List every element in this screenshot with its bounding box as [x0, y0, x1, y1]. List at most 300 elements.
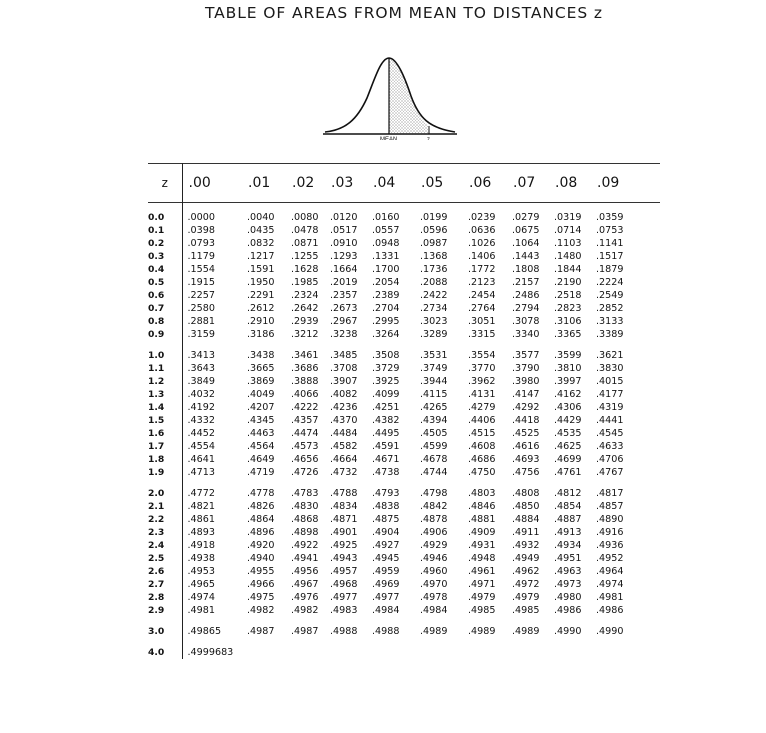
area-value-cell: .4925	[330, 540, 358, 551]
area-value-cell: .4656	[291, 454, 319, 465]
area-value-cell: .4177	[596, 389, 624, 400]
area-value-cell	[242, 646, 286, 659]
table-row	[148, 604, 660, 617]
area-value-cell: .4977	[330, 592, 358, 603]
area-value-cell: .4319	[596, 402, 624, 413]
area-value-cell: .4965	[182, 578, 242, 591]
table-row	[148, 328, 660, 341]
area-value-cell: .2486	[512, 290, 540, 301]
area-value-cell: .2257	[182, 289, 242, 302]
area-value-cell: .4941	[291, 553, 319, 564]
normal-curve-figure	[305, 40, 465, 140]
table-row	[148, 276, 660, 289]
header-row	[148, 164, 660, 203]
area-value-cell: .3980	[512, 376, 540, 387]
area-value-cell	[463, 646, 507, 659]
column-header: .09	[597, 175, 620, 191]
area-value-cell: .4955	[247, 566, 275, 577]
area-value-cell: .4808	[512, 488, 540, 499]
area-value-cell: .4429	[554, 415, 582, 426]
area-value-cell: .3212	[291, 329, 319, 340]
area-value-cell: .4535	[554, 428, 582, 439]
area-value-cell: .4982	[291, 605, 319, 616]
area-value-cell: .3962	[468, 376, 496, 387]
area-value-cell: .4896	[247, 527, 275, 538]
area-value-cell: .1628	[291, 264, 319, 275]
area-value-cell: .4964	[596, 566, 624, 577]
table-row	[148, 453, 660, 466]
table-row	[148, 224, 660, 237]
area-value-cell: .2518	[554, 290, 582, 301]
area-value-cell	[591, 646, 660, 659]
area-value-cell: .2823	[554, 303, 582, 314]
z-value-cell: 1.3	[148, 389, 165, 400]
area-value-cell: .3869	[247, 376, 275, 387]
table-row	[148, 565, 660, 578]
area-value-cell: .4830	[291, 501, 319, 512]
area-value-cell: .4706	[596, 454, 624, 465]
area-value-cell: .4927	[372, 540, 400, 551]
area-value-cell: .2967	[330, 316, 358, 327]
area-value-cell: .4988	[372, 626, 400, 637]
area-value-cell: .0753	[596, 225, 624, 236]
area-value-cell: .4826	[247, 501, 275, 512]
area-value-cell: .4909	[468, 527, 496, 538]
area-value-cell: .3078	[512, 316, 540, 327]
area-value-cell: .1103	[554, 238, 582, 249]
area-value-cell: .2291	[247, 290, 275, 301]
column-header: .01	[248, 175, 271, 191]
z-value-cell: 0.3	[148, 251, 165, 262]
area-value-cell: .4946	[420, 553, 448, 564]
area-value-cell: .4582	[330, 441, 358, 452]
area-value-cell: .4738	[372, 467, 400, 478]
area-value-cell: .0435	[247, 225, 275, 236]
area-value-cell: .4750	[468, 467, 496, 478]
area-value-cell: .4901	[330, 527, 358, 538]
area-value-cell: .2881	[182, 315, 242, 328]
area-value-cell: .4834	[330, 501, 358, 512]
area-value-cell: .3461	[291, 350, 319, 361]
area-value-cell: .4545	[596, 428, 624, 439]
area-value-cell: .2580	[182, 302, 242, 315]
area-value-cell: .4591	[372, 441, 400, 452]
area-value-cell: .4838	[372, 501, 400, 512]
area-value-cell: .4861	[182, 513, 242, 526]
table-row	[148, 302, 660, 315]
area-value-cell: .1179	[182, 250, 242, 263]
area-value-cell: .0199	[420, 212, 448, 223]
table-row	[148, 440, 660, 453]
area-value-cell: .3599	[554, 350, 582, 361]
area-value-cell: .3508	[372, 350, 400, 361]
table-row	[148, 250, 660, 263]
area-value-cell: .4986	[596, 605, 624, 616]
area-value-cell: .4846	[468, 501, 496, 512]
area-value-cell: .3729	[372, 363, 400, 374]
table-row	[148, 401, 660, 414]
area-value-cell: .3365	[554, 329, 582, 340]
area-value-cell: .4821	[182, 500, 242, 513]
area-value-cell: .4686	[468, 454, 496, 465]
area-value-cell: .4911	[512, 527, 540, 538]
area-value-cell: .1141	[596, 238, 624, 249]
area-value-cell: .4961	[468, 566, 496, 577]
area-value-cell: .1255	[291, 251, 319, 262]
area-value-cell: .3708	[330, 363, 358, 374]
area-value-cell: .4265	[420, 402, 448, 413]
area-value-cell: .4236	[330, 402, 358, 413]
area-value-cell: .0000	[182, 203, 242, 225]
area-value-cell: .1331	[372, 251, 400, 262]
area-value-cell: .1664	[330, 264, 358, 275]
area-value-cell: .3790	[512, 363, 540, 374]
area-value-cell: .4767	[596, 467, 624, 478]
table-row	[148, 237, 660, 250]
z-value-cell: 1.9	[148, 467, 165, 478]
area-value-cell: .4979	[512, 592, 540, 603]
area-value-cell: .3023	[420, 316, 448, 327]
area-value-cell: .0517	[330, 225, 358, 236]
area-value-cell: .4699	[554, 454, 582, 465]
area-value-cell: .2910	[247, 316, 275, 327]
area-value-cell: .4798	[420, 488, 448, 499]
area-value-cell: .4972	[512, 579, 540, 590]
area-value-cell: .4957	[330, 566, 358, 577]
area-value-cell: .4292	[512, 402, 540, 413]
z-value-cell: 0.2	[148, 238, 165, 249]
area-value-cell: .1700	[372, 264, 400, 275]
area-value-cell: .4952	[596, 553, 624, 564]
z-value-cell: 2.2	[148, 514, 165, 525]
area-value-cell: .4962	[512, 566, 540, 577]
area-value-cell: .4099	[372, 389, 400, 400]
z-value-cell: 1.6	[148, 428, 165, 439]
area-value-cell: .4974	[596, 579, 624, 590]
area-value-cell: .2939	[291, 316, 319, 327]
area-value-cell: .4966	[247, 579, 275, 590]
area-value-cell: .0160	[372, 212, 400, 223]
area-value-cell: .3106	[554, 316, 582, 327]
z-value-cell: 0.8	[148, 316, 165, 327]
area-value-cell: .4463	[247, 428, 275, 439]
area-value-cell: .3186	[247, 329, 275, 340]
area-value-cell: .4251	[372, 402, 400, 413]
area-value-cell: .4625	[554, 441, 582, 452]
area-value-cell: .3051	[468, 316, 496, 327]
area-value-cell: .4370	[330, 415, 358, 426]
area-value-cell: .3485	[330, 350, 358, 361]
area-value-cell: .4222	[291, 402, 319, 413]
area-value-cell: .1443	[512, 251, 540, 262]
area-value-cell: .0040	[247, 212, 275, 223]
area-value-cell: .3925	[372, 376, 400, 387]
area-value-cell: .4881	[468, 514, 496, 525]
table-row	[148, 513, 660, 526]
area-value-cell: .4082	[330, 389, 358, 400]
area-value-cell: .0080	[291, 212, 319, 223]
area-value-cell: .3810	[554, 363, 582, 374]
z-value-cell: 2.9	[148, 605, 165, 616]
area-value-cell: .4983	[330, 605, 358, 616]
shaded-area	[389, 58, 429, 134]
area-value-cell: .4525	[512, 428, 540, 439]
area-value-cell: .4850	[512, 501, 540, 512]
area-value-cell: .4495	[372, 428, 400, 439]
area-value-cell: .4803	[468, 488, 496, 499]
area-value-cell: .4951	[554, 553, 582, 564]
z-table-container	[148, 163, 660, 659]
area-value-cell: .4452	[182, 427, 242, 440]
area-value-cell: .0871	[291, 238, 319, 249]
area-value-cell: .4713	[182, 466, 242, 479]
z-value-cell: 0.5	[148, 277, 165, 288]
area-value-cell: .4649	[247, 454, 275, 465]
area-value-cell: .2324	[291, 290, 319, 301]
area-value-cell: .4131	[468, 389, 496, 400]
z-label: z	[427, 137, 430, 140]
area-value-cell: .4989	[512, 626, 540, 637]
area-value-cell: .4987	[291, 626, 319, 637]
z-value-cell: 1.0	[148, 350, 165, 361]
area-value-cell: .0398	[182, 224, 242, 237]
area-value-cell: .4761	[554, 467, 582, 478]
area-value-cell: .1517	[596, 251, 624, 262]
area-value-cell: .2642	[291, 303, 319, 314]
area-value-cell: .4929	[420, 540, 448, 551]
area-value-cell: .1480	[554, 251, 582, 262]
area-value-cell: .3554	[468, 350, 496, 361]
column-header: .03	[331, 175, 354, 191]
area-value-cell: .4982	[247, 605, 275, 616]
z-column-header: z	[161, 176, 168, 190]
area-value-cell: .4978	[420, 592, 448, 603]
area-value-cell: .4857	[596, 501, 624, 512]
area-value-cell: .4842	[420, 501, 448, 512]
z-value-cell: 2.3	[148, 527, 165, 538]
table-row	[148, 414, 660, 427]
z-value-cell: 3.0	[148, 626, 165, 637]
area-value-cell: .1879	[596, 264, 624, 275]
area-value-cell: .4943	[330, 553, 358, 564]
area-value-cell: .1844	[554, 264, 582, 275]
area-value-cell: .3907	[330, 376, 358, 387]
table-row	[148, 500, 660, 513]
area-value-cell: .4357	[291, 415, 319, 426]
area-value-cell: .2454	[468, 290, 496, 301]
z-value-cell: 2.4	[148, 540, 165, 551]
z-value-cell: 1.4	[148, 402, 165, 413]
area-value-cell: .0359	[596, 212, 624, 223]
area-value-cell: .4931	[468, 540, 496, 551]
area-value-cell: .2123	[468, 277, 496, 288]
area-value-cell: .0596	[420, 225, 448, 236]
area-value-cell: .1293	[330, 251, 358, 262]
z-value-cell: 1.7	[148, 441, 165, 452]
area-value-cell: .4890	[596, 514, 624, 525]
z-value-cell: 0.4	[148, 264, 165, 275]
area-value-cell: .4878	[420, 514, 448, 525]
area-value-cell: .2422	[420, 290, 448, 301]
area-value-cell: .4788	[330, 488, 358, 499]
area-value-cell	[367, 646, 415, 659]
z-value-cell: 1.1	[148, 363, 165, 374]
area-value-cell: .2157	[512, 277, 540, 288]
area-value-cell: .4671	[372, 454, 400, 465]
area-value-cell: .4938	[182, 552, 242, 565]
area-value-cell: .1591	[247, 264, 275, 275]
area-value-cell: .4981	[182, 604, 242, 617]
z-value-cell: 0.6	[148, 290, 165, 301]
area-value-cell: .4970	[420, 579, 448, 590]
table-row	[148, 427, 660, 440]
z-value-cell: 2.1	[148, 501, 165, 512]
area-value-cell	[415, 646, 463, 659]
area-value-cell: .4959	[372, 566, 400, 577]
z-value-cell: 0.1	[148, 225, 165, 236]
area-value-cell: .4967	[291, 579, 319, 590]
area-value-cell: .4916	[596, 527, 624, 538]
z-value-cell: 0.9	[148, 329, 165, 340]
area-value-cell: .49865	[182, 625, 242, 638]
area-value-cell: .4693	[512, 454, 540, 465]
area-value-cell: .4812	[554, 488, 582, 499]
area-value-cell: .4985	[512, 605, 540, 616]
area-value-cell: .2704	[372, 303, 400, 314]
area-value-cell: .4960	[420, 566, 448, 577]
area-value-cell	[507, 646, 549, 659]
area-value-cell	[549, 646, 591, 659]
table-title: TABLE OF AREAS FROM MEAN TO DISTANCES z	[205, 4, 603, 22]
area-value-cell: .3749	[420, 363, 448, 374]
area-value-cell: .4793	[372, 488, 400, 499]
area-value-cell: .2190	[554, 277, 582, 288]
area-value-cell: .4990	[596, 626, 624, 637]
area-value-cell: .3531	[420, 350, 448, 361]
area-value-cell: .4641	[182, 453, 242, 466]
z-value-cell: 0.7	[148, 303, 165, 314]
area-value-cell: .4599	[420, 441, 448, 452]
area-value-cell: .1217	[247, 251, 275, 262]
area-value-cell: .1736	[420, 264, 448, 275]
area-value-cell: .4306	[554, 402, 582, 413]
area-value-cell: .4015	[596, 376, 624, 387]
area-value-cell: .4868	[291, 514, 319, 525]
area-value-cell: .4906	[420, 527, 448, 538]
area-value-cell: .4956	[291, 566, 319, 577]
area-value-cell: .4976	[291, 592, 319, 603]
area-value-cell: .4999683	[182, 646, 242, 659]
area-value-cell: .0120	[330, 212, 358, 223]
area-value-cell: .3997	[554, 376, 582, 387]
area-value-cell: .4871	[330, 514, 358, 525]
area-value-cell: .4975	[247, 592, 275, 603]
area-value-cell: .0714	[554, 225, 582, 236]
area-value-cell: .4920	[247, 540, 275, 551]
area-value-cell: .1985	[291, 277, 319, 288]
area-value-cell: .4979	[468, 592, 496, 603]
table-row	[148, 349, 660, 362]
area-value-cell: .4984	[372, 605, 400, 616]
group-spacer	[148, 479, 660, 487]
area-value-cell: .3159	[182, 328, 242, 341]
area-value-cell: .2224	[596, 277, 624, 288]
area-value-cell: .4989	[468, 626, 496, 637]
area-value-cell: .4554	[182, 440, 242, 453]
area-value-cell: .1368	[420, 251, 448, 262]
area-value-cell: .4332	[182, 414, 242, 427]
area-value-cell: .0279	[512, 212, 540, 223]
area-value-cell: .0987	[420, 238, 448, 249]
area-value-cell: .4162	[554, 389, 582, 400]
area-value-cell: .2764	[468, 303, 496, 314]
mean-label: MEAN	[380, 137, 398, 140]
area-value-cell: .4884	[512, 514, 540, 525]
area-value-cell: .4147	[512, 389, 540, 400]
area-value-cell: .4971	[468, 579, 496, 590]
column-header: .07	[513, 175, 536, 191]
area-value-cell: .0478	[291, 225, 319, 236]
area-value-cell: .4864	[247, 514, 275, 525]
area-value-cell: .3238	[330, 329, 358, 340]
area-value-cell: .4934	[554, 540, 582, 551]
area-value-cell: .2612	[247, 303, 275, 314]
z-value-cell: 2.6	[148, 566, 165, 577]
area-value-cell: .4887	[554, 514, 582, 525]
area-value-cell: .4918	[182, 539, 242, 552]
area-value-cell: .4783	[291, 488, 319, 499]
area-value-cell: .4984	[420, 605, 448, 616]
z-value-cell: 0.0	[148, 212, 165, 223]
table-row	[148, 526, 660, 539]
area-value-cell: .1406	[468, 251, 496, 262]
area-value-cell: .2357	[330, 290, 358, 301]
z-table	[148, 163, 660, 659]
z-value-cell: 2.5	[148, 553, 165, 564]
area-value-cell: .1772	[468, 264, 496, 275]
area-value-cell: .3643	[182, 362, 242, 375]
area-value-cell: .4989	[420, 626, 448, 637]
area-value-cell: .4898	[291, 527, 319, 538]
area-value-cell: .4441	[596, 415, 624, 426]
area-value-cell: .0636	[468, 225, 496, 236]
area-value-cell: .4969	[372, 579, 400, 590]
area-value-cell: .4988	[330, 626, 358, 637]
table-row	[148, 487, 660, 500]
area-value-cell: .3944	[420, 376, 448, 387]
area-value-cell: .4778	[247, 488, 275, 499]
area-value-cell: .4977	[372, 592, 400, 603]
area-value-cell: .1554	[182, 263, 242, 276]
area-value-cell: .4973	[554, 579, 582, 590]
column-header: .06	[469, 175, 492, 191]
area-value-cell: .3621	[596, 350, 624, 361]
area-value-cell: .1808	[512, 264, 540, 275]
area-value-cell: .2054	[372, 277, 400, 288]
area-value-cell: .3438	[247, 350, 275, 361]
table-row	[148, 625, 660, 638]
area-value-cell: .0675	[512, 225, 540, 236]
area-value-cell: .4382	[372, 415, 400, 426]
area-value-cell: .3133	[596, 316, 624, 327]
area-value-cell: .4049	[247, 389, 275, 400]
area-value-cell: .4936	[596, 540, 624, 551]
area-value-cell: .3849	[182, 375, 242, 388]
area-value-cell: .4756	[512, 467, 540, 478]
table-row	[148, 375, 660, 388]
area-value-cell: .0319	[554, 212, 582, 223]
area-value-cell: .0557	[372, 225, 400, 236]
